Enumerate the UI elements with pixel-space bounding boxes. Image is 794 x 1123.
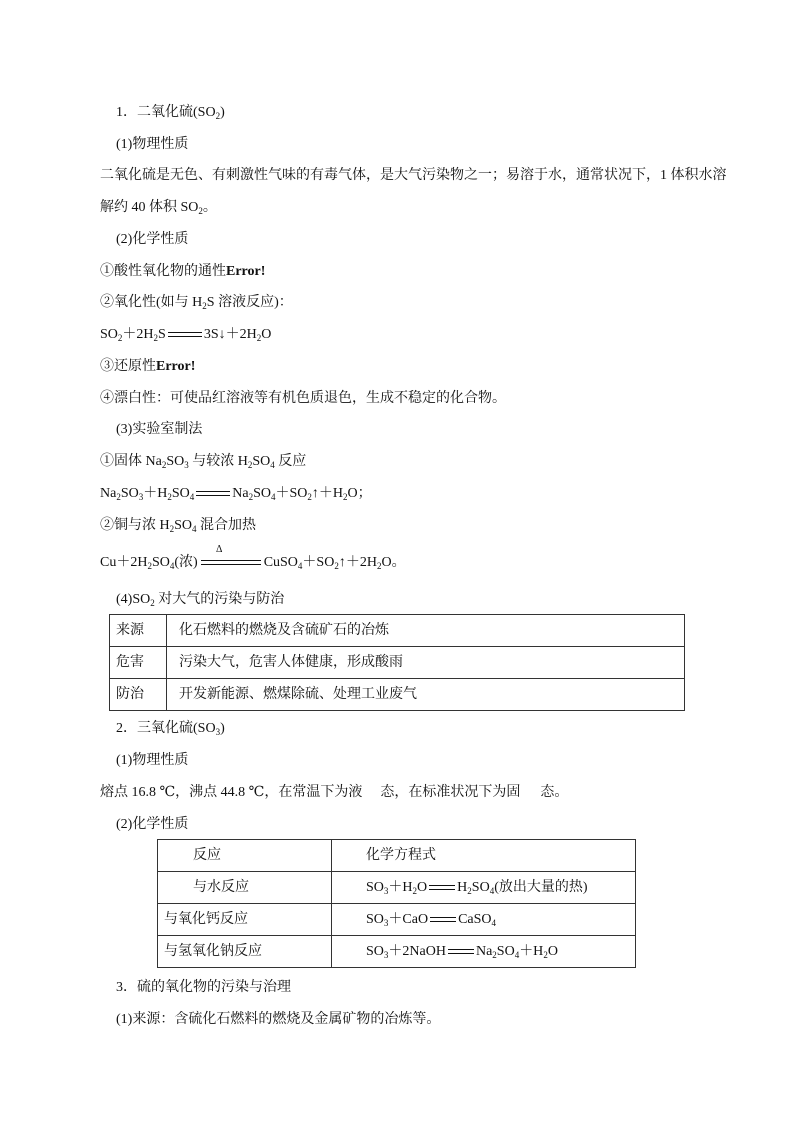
- s1-lab-heading: (3)实验室制法: [116, 422, 203, 437]
- reaction-equation: $SO_3+CaO$ CaSO$_4$: [332, 904, 636, 936]
- s1-phys-line1: 二氧化硫是无色、有刺激性气味的有毒气体，是大气污染物之一；易溶于水，通常状况下，1 体积水溶: [100, 168, 727, 183]
- table-row: [110, 615, 685, 647]
- table-header-row: [158, 840, 636, 872]
- s1-item-1: ①酸性氧化物的通性Error!: [100, 264, 266, 279]
- s2-phys-heading: (1)物理性质: [116, 753, 189, 768]
- reaction-equation: $SO_3+2NaOH$ $Na_2SO_4+H_2O$: [332, 936, 636, 968]
- header-equation: 化学方程式: [332, 840, 636, 872]
- s1-phys-heading: (1)物理性质: [116, 137, 189, 152]
- row-value: 开发新能源、燃煤除硫、处理工业废气: [167, 679, 685, 711]
- s1-phys-line2: 解约 40 体积 $SO_2$。: [100, 200, 217, 216]
- header-reaction: 反应: [158, 840, 332, 872]
- equation-na2so3-h2so4: $Na_2SO_3+H_2SO_4$ $Na_2SO_4+SO_2↑+H_2O$；: [100, 486, 372, 502]
- so2-pollution-table: [109, 614, 685, 711]
- s2-chem-heading: (2)化学性质: [116, 817, 189, 832]
- s1-pollution-heading: $(4)SO_2$ 对大气的污染与防治: [116, 592, 285, 608]
- equation-cu-h2so4: $Cu+2H_2SO_4$(浓) $CuSO_4+SO_2↑+2H_2O$。: [100, 555, 406, 571]
- row-value: 化石燃料的燃烧及含硫矿石的冶炼: [167, 615, 685, 647]
- s1-item-2: ②氧化性(如与 $H_2S$ 溶液反应)：: [100, 295, 293, 311]
- table-row: [158, 872, 636, 904]
- row-label: 来源: [110, 615, 167, 647]
- s1-item-3: ③还原性Error!: [100, 359, 196, 374]
- reaction-label: 与水反应: [158, 872, 332, 904]
- row-label: 危害: [110, 647, 167, 679]
- table-row: [110, 679, 685, 711]
- heat-symbol: Δ: [216, 544, 223, 555]
- section-3-title: 3．硫的氧化物的污染与治理: [116, 980, 291, 995]
- table-row: [110, 647, 685, 679]
- section-1-title: 1．二氧化硫$(SO_2)$: [116, 105, 225, 121]
- section-2-title: 2．三氧化硫$(SO_3)$: [116, 721, 225, 737]
- equation-so2-h2s: $SO_2+2H_2S$ $3S↓+2H_2O$: [100, 327, 272, 343]
- so3-reaction-table: [157, 839, 636, 968]
- reaction-label: 与氢氧化钠反应: [158, 936, 332, 968]
- s2-phys-line: 熔点 16.8 ℃，沸点 44.8 ℃，在常温下为液 态，在标准状况下为固 态。: [100, 785, 569, 800]
- row-value: 污染大气，危害人体健康，形成酸雨: [167, 647, 685, 679]
- reaction-equation: $SO_3+H_2O$ $H_2SO_4$(放出大量的热): [332, 872, 636, 904]
- s1-lab-1: ①固体 $Na_2SO_3$ 与较浓 $H_2SO_4$ 反应: [100, 454, 307, 470]
- reaction-label: 与氧化钙反应: [158, 904, 332, 936]
- row-label: 防治: [110, 679, 167, 711]
- s1-item-4: ④漂白性：可使品红溶液等有机色质退色，生成不稳定的化合物。: [100, 391, 506, 406]
- table-row: [158, 904, 636, 936]
- s1-chem-heading: (2)化学性质: [116, 232, 189, 247]
- s1-lab-2: ②铜与浓 $H_2SO_4$ 混合加热: [100, 518, 257, 534]
- table-row: [158, 936, 636, 968]
- s3-source: (1)来源：含硫化石燃料的燃烧及金属矿物的冶炼等。: [116, 1012, 441, 1027]
